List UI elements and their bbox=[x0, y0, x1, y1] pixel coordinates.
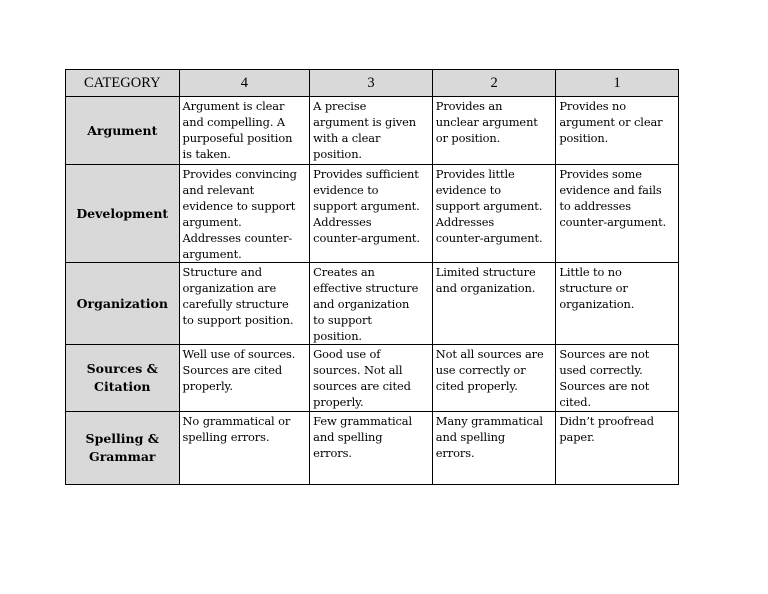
category-development: Development bbox=[76, 205, 169, 221]
cell-development-1: Provides some evidence and fails to addresses counter-argument. bbox=[559, 167, 667, 229]
header-score-2: 2 bbox=[432, 70, 556, 97]
table-row bbox=[66, 97, 679, 165]
table-row bbox=[66, 165, 679, 263]
cell-organization-4: Structure and organization are carefully structure to support position. bbox=[182, 265, 294, 327]
cell-spelling-4: No grammatical or spelling errors. bbox=[182, 414, 291, 444]
cell-spelling-3: Few grammatical and spelling errors. bbox=[313, 414, 413, 460]
cell-organization-1: Little to no structure or organization. bbox=[559, 265, 635, 311]
header-score-1: 1 bbox=[556, 70, 679, 97]
cell-sources-1: Sources are not used correctly. Sources are not cited. bbox=[559, 347, 650, 409]
cell-development-3: Provides sufficient evidence to support argument. Addresses counter-argument. bbox=[313, 167, 420, 245]
header-score-4: 4 bbox=[179, 70, 310, 97]
table-row bbox=[66, 263, 679, 345]
cell-spelling-1: Didn’t proofread paper. bbox=[559, 414, 654, 444]
cell-sources-2: Not all sources are use correctly or cited properly. bbox=[435, 347, 544, 393]
cell-spelling-2: Many grammatical and spelling errors. bbox=[435, 414, 543, 460]
category-sources-citation: Sources & Citation bbox=[86, 361, 158, 394]
category-spelling-grammar: Spelling & Grammar bbox=[85, 431, 159, 464]
cell-argument-2: Provides an unclear argument or position. bbox=[435, 99, 538, 145]
table-row bbox=[66, 412, 679, 485]
header-score-3: 3 bbox=[310, 70, 433, 97]
header-row bbox=[66, 70, 679, 97]
cell-sources-3: Good use of sources. Not all sources are cited properly. bbox=[313, 347, 411, 409]
cell-development-4: Provides convincing and relevant evidence to support argument. Addresses counter- argument. bbox=[182, 167, 297, 261]
cell-argument-1: Provides no argument or clear position. bbox=[559, 99, 663, 145]
cell-organization-2: Limited structure and organization. bbox=[435, 265, 536, 295]
cell-organization-3: Creates an effective structure and organization to support position. bbox=[313, 265, 419, 343]
cell-development-2: Provides little evidence to support argument. Addresses counter-argument. bbox=[435, 167, 543, 245]
category-organization: Organization bbox=[76, 295, 168, 311]
rubric-table bbox=[65, 69, 679, 485]
cell-sources-4: Well use of sources. Sources are cited properly. bbox=[182, 347, 296, 393]
table-row bbox=[66, 345, 679, 412]
category-argument: Argument bbox=[87, 122, 158, 138]
header-category: CATEGORY bbox=[66, 70, 180, 97]
cell-argument-4: Argument is clear and compelling. A purposeful position is taken. bbox=[182, 99, 293, 161]
cell-argument-3: A precise argument is given with a clear position. bbox=[313, 99, 416, 161]
